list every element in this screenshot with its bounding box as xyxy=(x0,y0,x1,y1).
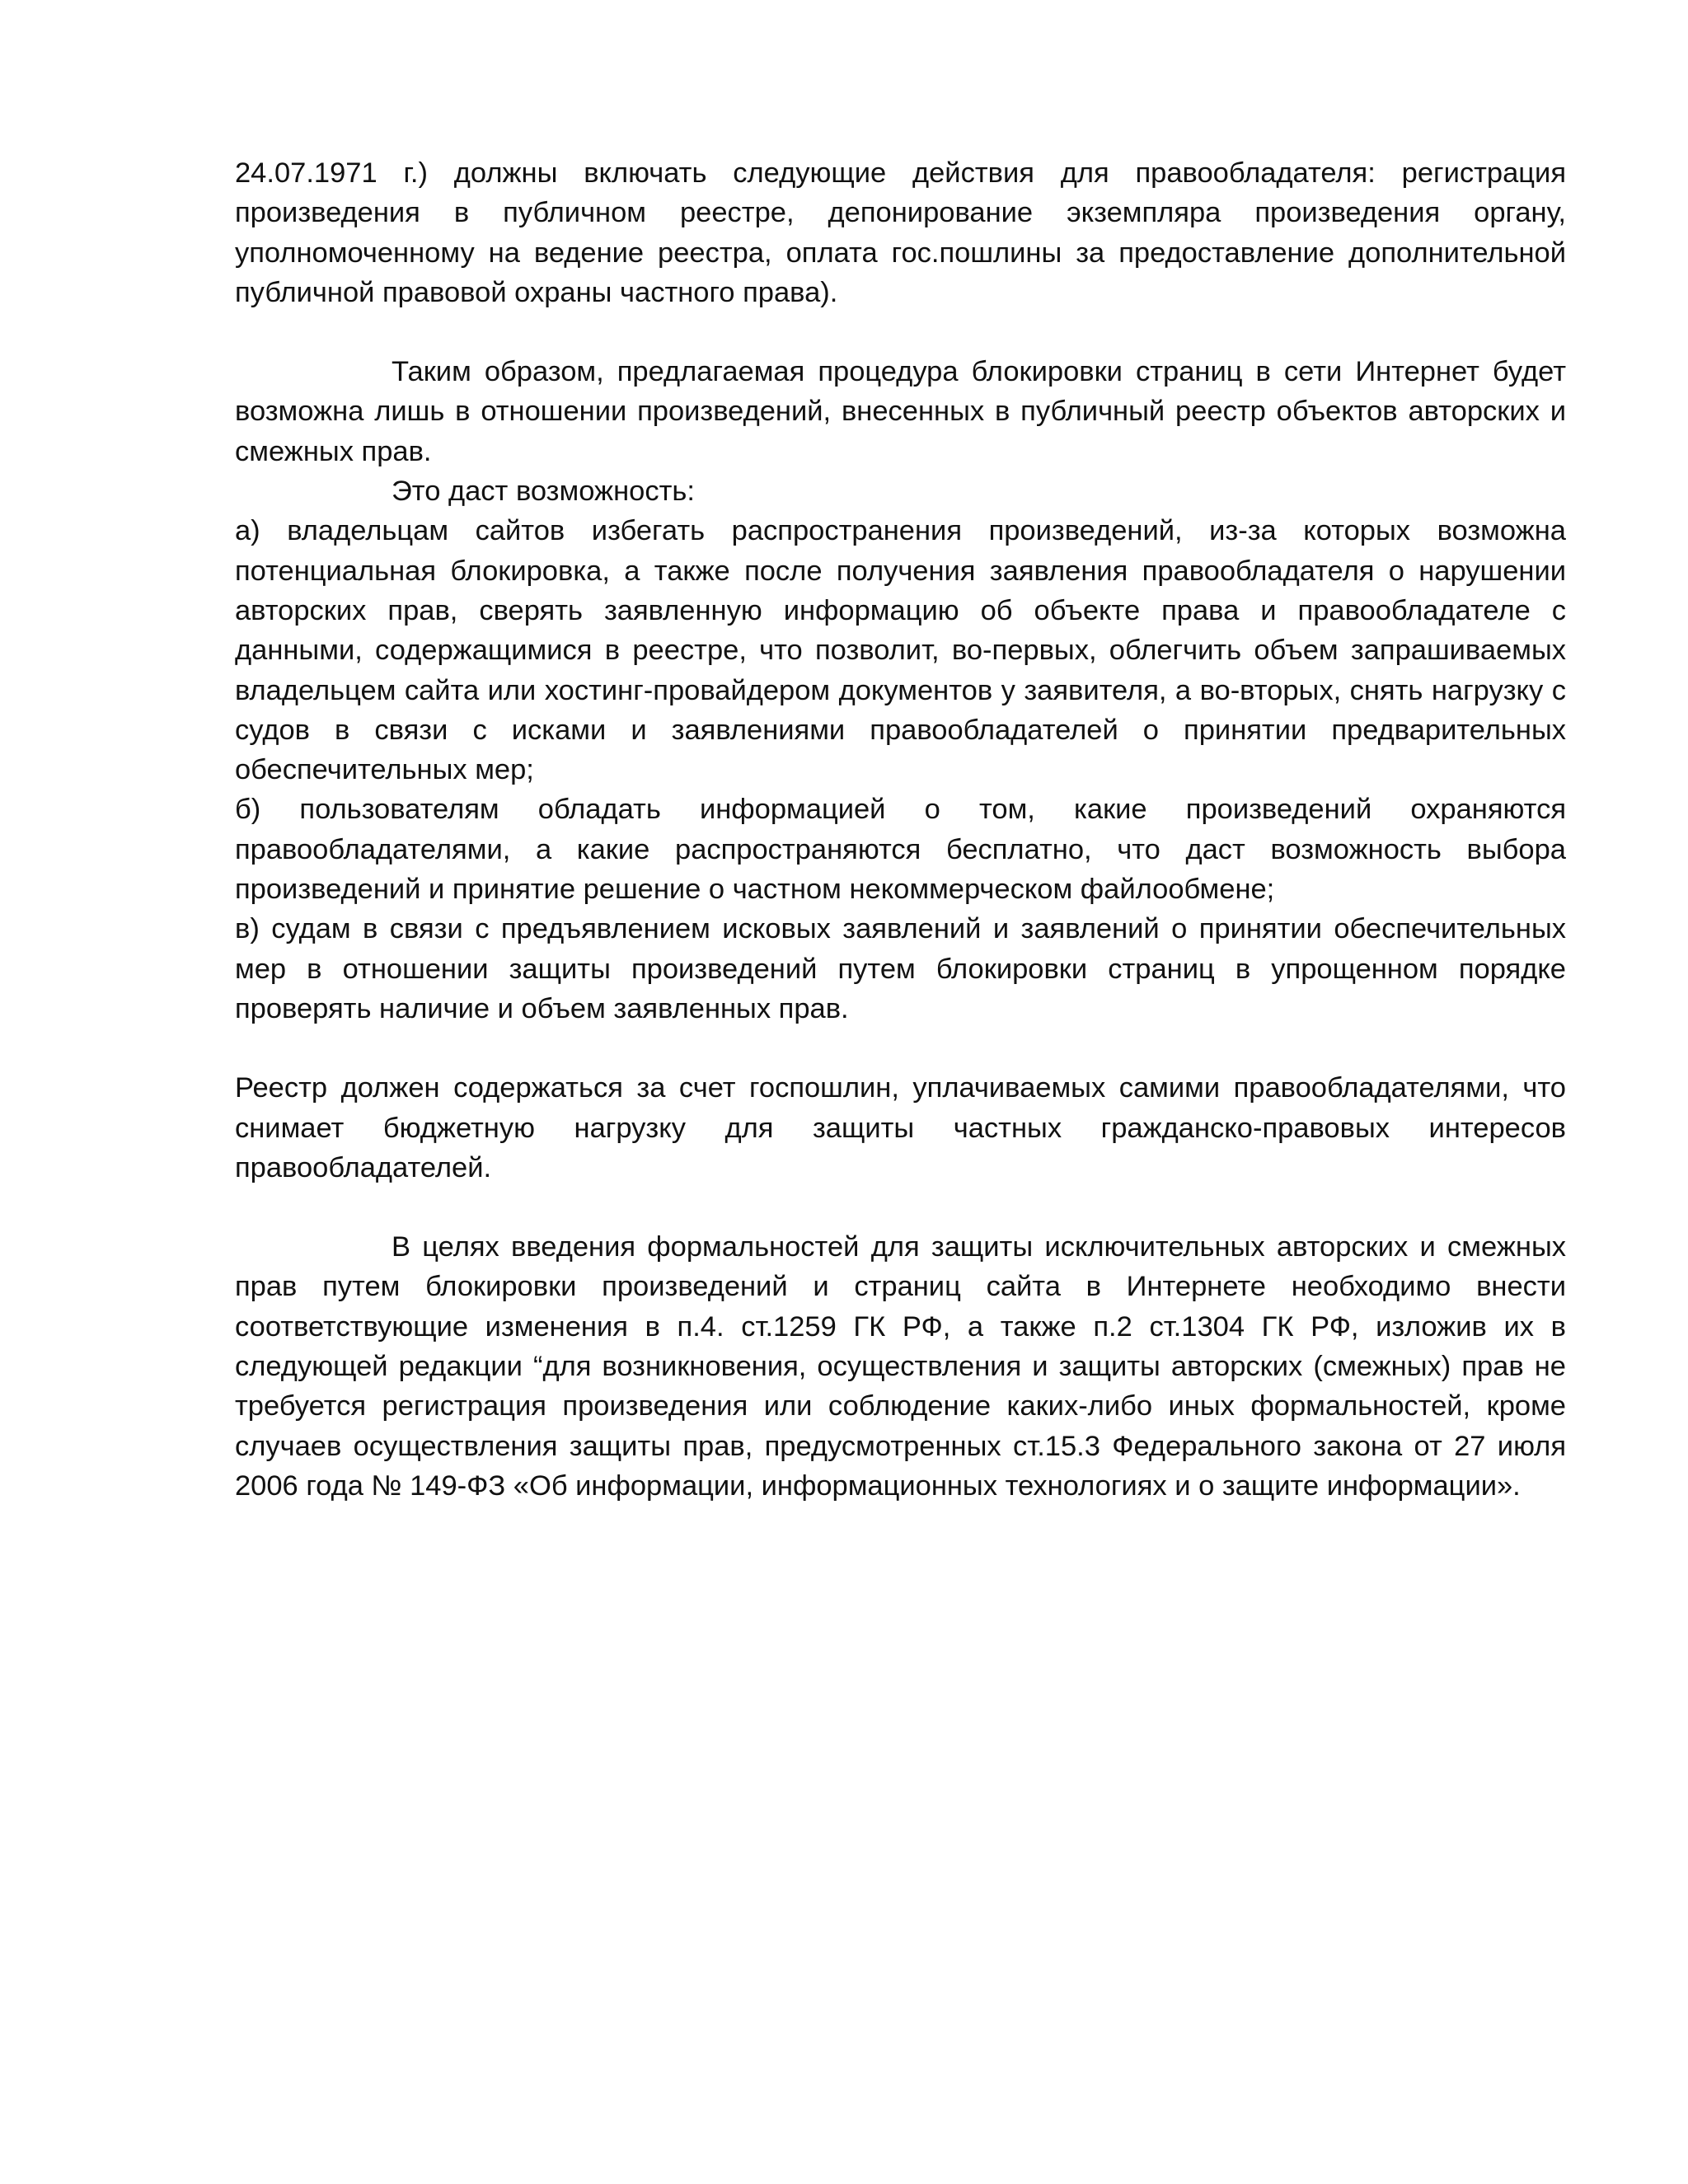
paragraph-amendments: В целях введения формальностей для защиты исключительных авторских и смежных прав путем блокировки произведений и страниц сайта в Интернете необходимо внести соответствующие изменения в п.4. ст.1259 ГК РФ, а также п.2 ст.1304 ГК РФ, изложив их в следующей редакции “для возникновения, осуществления и защиты авторских (смежных) прав не требуется регистрация произведения или соблюдение каких-либо иных формальностей, кроме случаев осуществления защиты прав, предусмотренных ст.15.3 Федерального закона от 27 июля 2006 года № 149-ФЗ «Об информации, информационных технологиях и о защите информации». xyxy=(235,1231,1566,1502)
paragraph-possibilities-intro: Это даст возможность: xyxy=(392,476,695,508)
paragraph-continuation: 24.07.1971 г.) должны включать следующие действия для правообладателя: регистрация произведения в публичном реестре, депонирование экземпляра произведения органу, уполномоченному на ведение реестра, оплата гос.пошлины за предоставление дополнительной публичной правовой охраны частного права). xyxy=(235,157,1566,308)
document-body xyxy=(235,153,1566,1506)
list-item-a: а) владельцам сайтов избегать распространения произведений, из-за которых возможна потенциальная блокировка, а также после получения заявления правообладателя о нарушении авторских прав, сверять заявленную информацию об объекте права и правообладателе с данными, содержащимися в реестре, что позволит, во-первых, облегчить объем запрашиваемых владельцем сайта или хостинг-провайдером документов у заявителя, а во-вторых, снять нагрузку с судов в связи с исками и заявлениями правообладателей о принятии предварительных обеспечительных мер; xyxy=(235,515,1566,786)
paragraph-registry-funding: Реестр должен содержаться за счет госпошлин, уплачиваемых самими правообладателями, что снимает бюджетную нагрузку для защиты частных гражданско-правовых интересов правообладателей. xyxy=(235,1072,1566,1183)
list-item-c: в) судам в связи с предъявлением исковых заявлений и заявлений о принятии обеспечительных мер в отношении защиты произведений путем блокировки страниц в упрощенном порядке проверять наличие и объем заявленных прав. xyxy=(235,913,1566,1024)
paragraph-procedure: Таким образом, предлагаемая процедура блокировки страниц в сети Интернет будет возможна лишь в отношении произведений, внесенных в публичный реестр объектов авторских и смежных прав. xyxy=(235,356,1566,467)
list-item-b: б) пользователям обладать информацией о том, какие произведений охраняются правообладателями, а какие распространяются бесплатно, что даст возможность выбора произведений и принятие решение о частном некоммерческом файлообмене; xyxy=(235,794,1566,906)
